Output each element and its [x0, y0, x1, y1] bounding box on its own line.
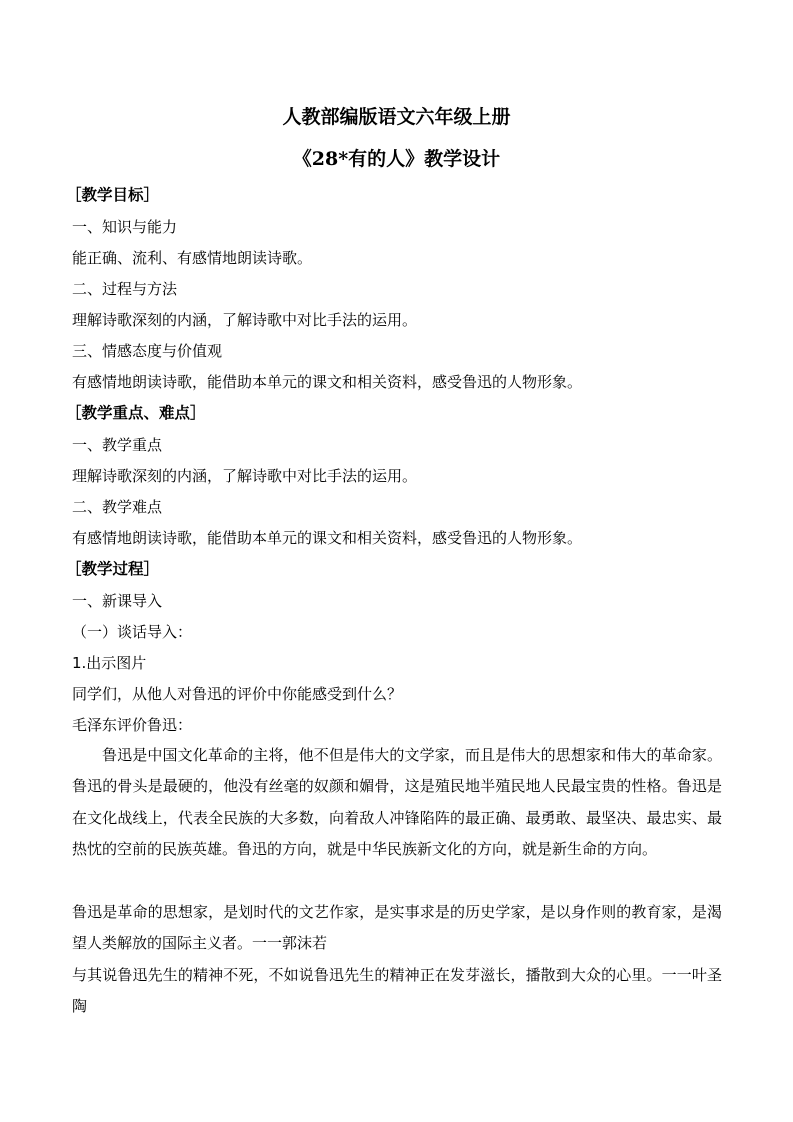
section-heading-keypoints: ［教学重点、难点］ — [66, 404, 206, 422]
keypoint-text-focus: 理解诗歌深刻的内涵，了解诗歌中对比手法的运用。 — [72, 467, 418, 485]
keypoint-heading-focus: 一、教学重点 — [72, 436, 163, 454]
goal-text-process: 理解诗歌深刻的内涵，了解诗歌中对比手法的运用。 — [72, 311, 418, 329]
goal-heading-emotion: 三、情感态度与价值观 — [72, 342, 223, 360]
keypoint-heading-difficulty: 二、教学难点 — [72, 498, 163, 516]
goal-text-knowledge: 能正确、流利、有感情地朗读诗歌。 — [72, 249, 313, 267]
quote-ye: 与其说鲁迅先生的精神不死，不如说鲁迅先生的精神正在发芽滋长，播散到大众的心里。一一叶圣陶 — [72, 966, 722, 1016]
quote-label-mao: 毛泽东评价鲁迅： — [72, 716, 193, 734]
keypoint-text-difficulty: 有感情地朗读诗歌，能借助本单元的课文和相关资料，感受鲁迅的人物形象。 — [72, 529, 583, 547]
process-sub-talk: （一）谈话导入： — [72, 623, 193, 641]
section-heading-process: ［教学过程］ — [66, 560, 160, 578]
quote-mao: 鲁迅是中国文化革命的主将，他不但是伟大的文学家，而且是伟大的思想家和伟大的革命家。鲁迅的骨头是最硬的，他没有丝毫的奴颜和媚骨，这是殖民地半殖民地人民最宝贵的性格。鲁迅是在文化战线上，代表全民族的大多数，向着敌人冲锋陷阵的最正确、最勇敢、最坚决、最忠实、最热忱的空前的民族英雄。鲁迅的方向，就是中华民族新文化的方向，就是新生命的方向。 — [72, 746, 722, 858]
section-heading-goals: ［教学目标］ — [66, 186, 160, 204]
process-question: 同学们，从他人对鲁迅的评价中你能感受到什么？ — [72, 685, 403, 703]
goal-heading-process: 二、过程与方法 — [72, 280, 178, 298]
document-title: 人教部编版语文六年级上册 — [282, 106, 511, 128]
process-heading-intro: 一、新课导入 — [72, 592, 163, 610]
goal-text-emotion: 有感情地朗读诗歌，能借助本单元的课文和相关资料，感受鲁迅的人物形象。 — [72, 373, 583, 391]
goal-heading-knowledge: 一、知识与能力 — [72, 218, 178, 236]
quote-guo: 鲁迅是革命的思想家，是划时代的文艺作家，是实事求是的历史学家，是以身作则的教育家，是渴望人类解放的国际主义者。一一郭沫若 — [72, 903, 722, 953]
lesson-title: 《28*有的人》教学设计 — [292, 148, 501, 170]
process-step-picture: 1.出示图片 — [72, 654, 147, 672]
